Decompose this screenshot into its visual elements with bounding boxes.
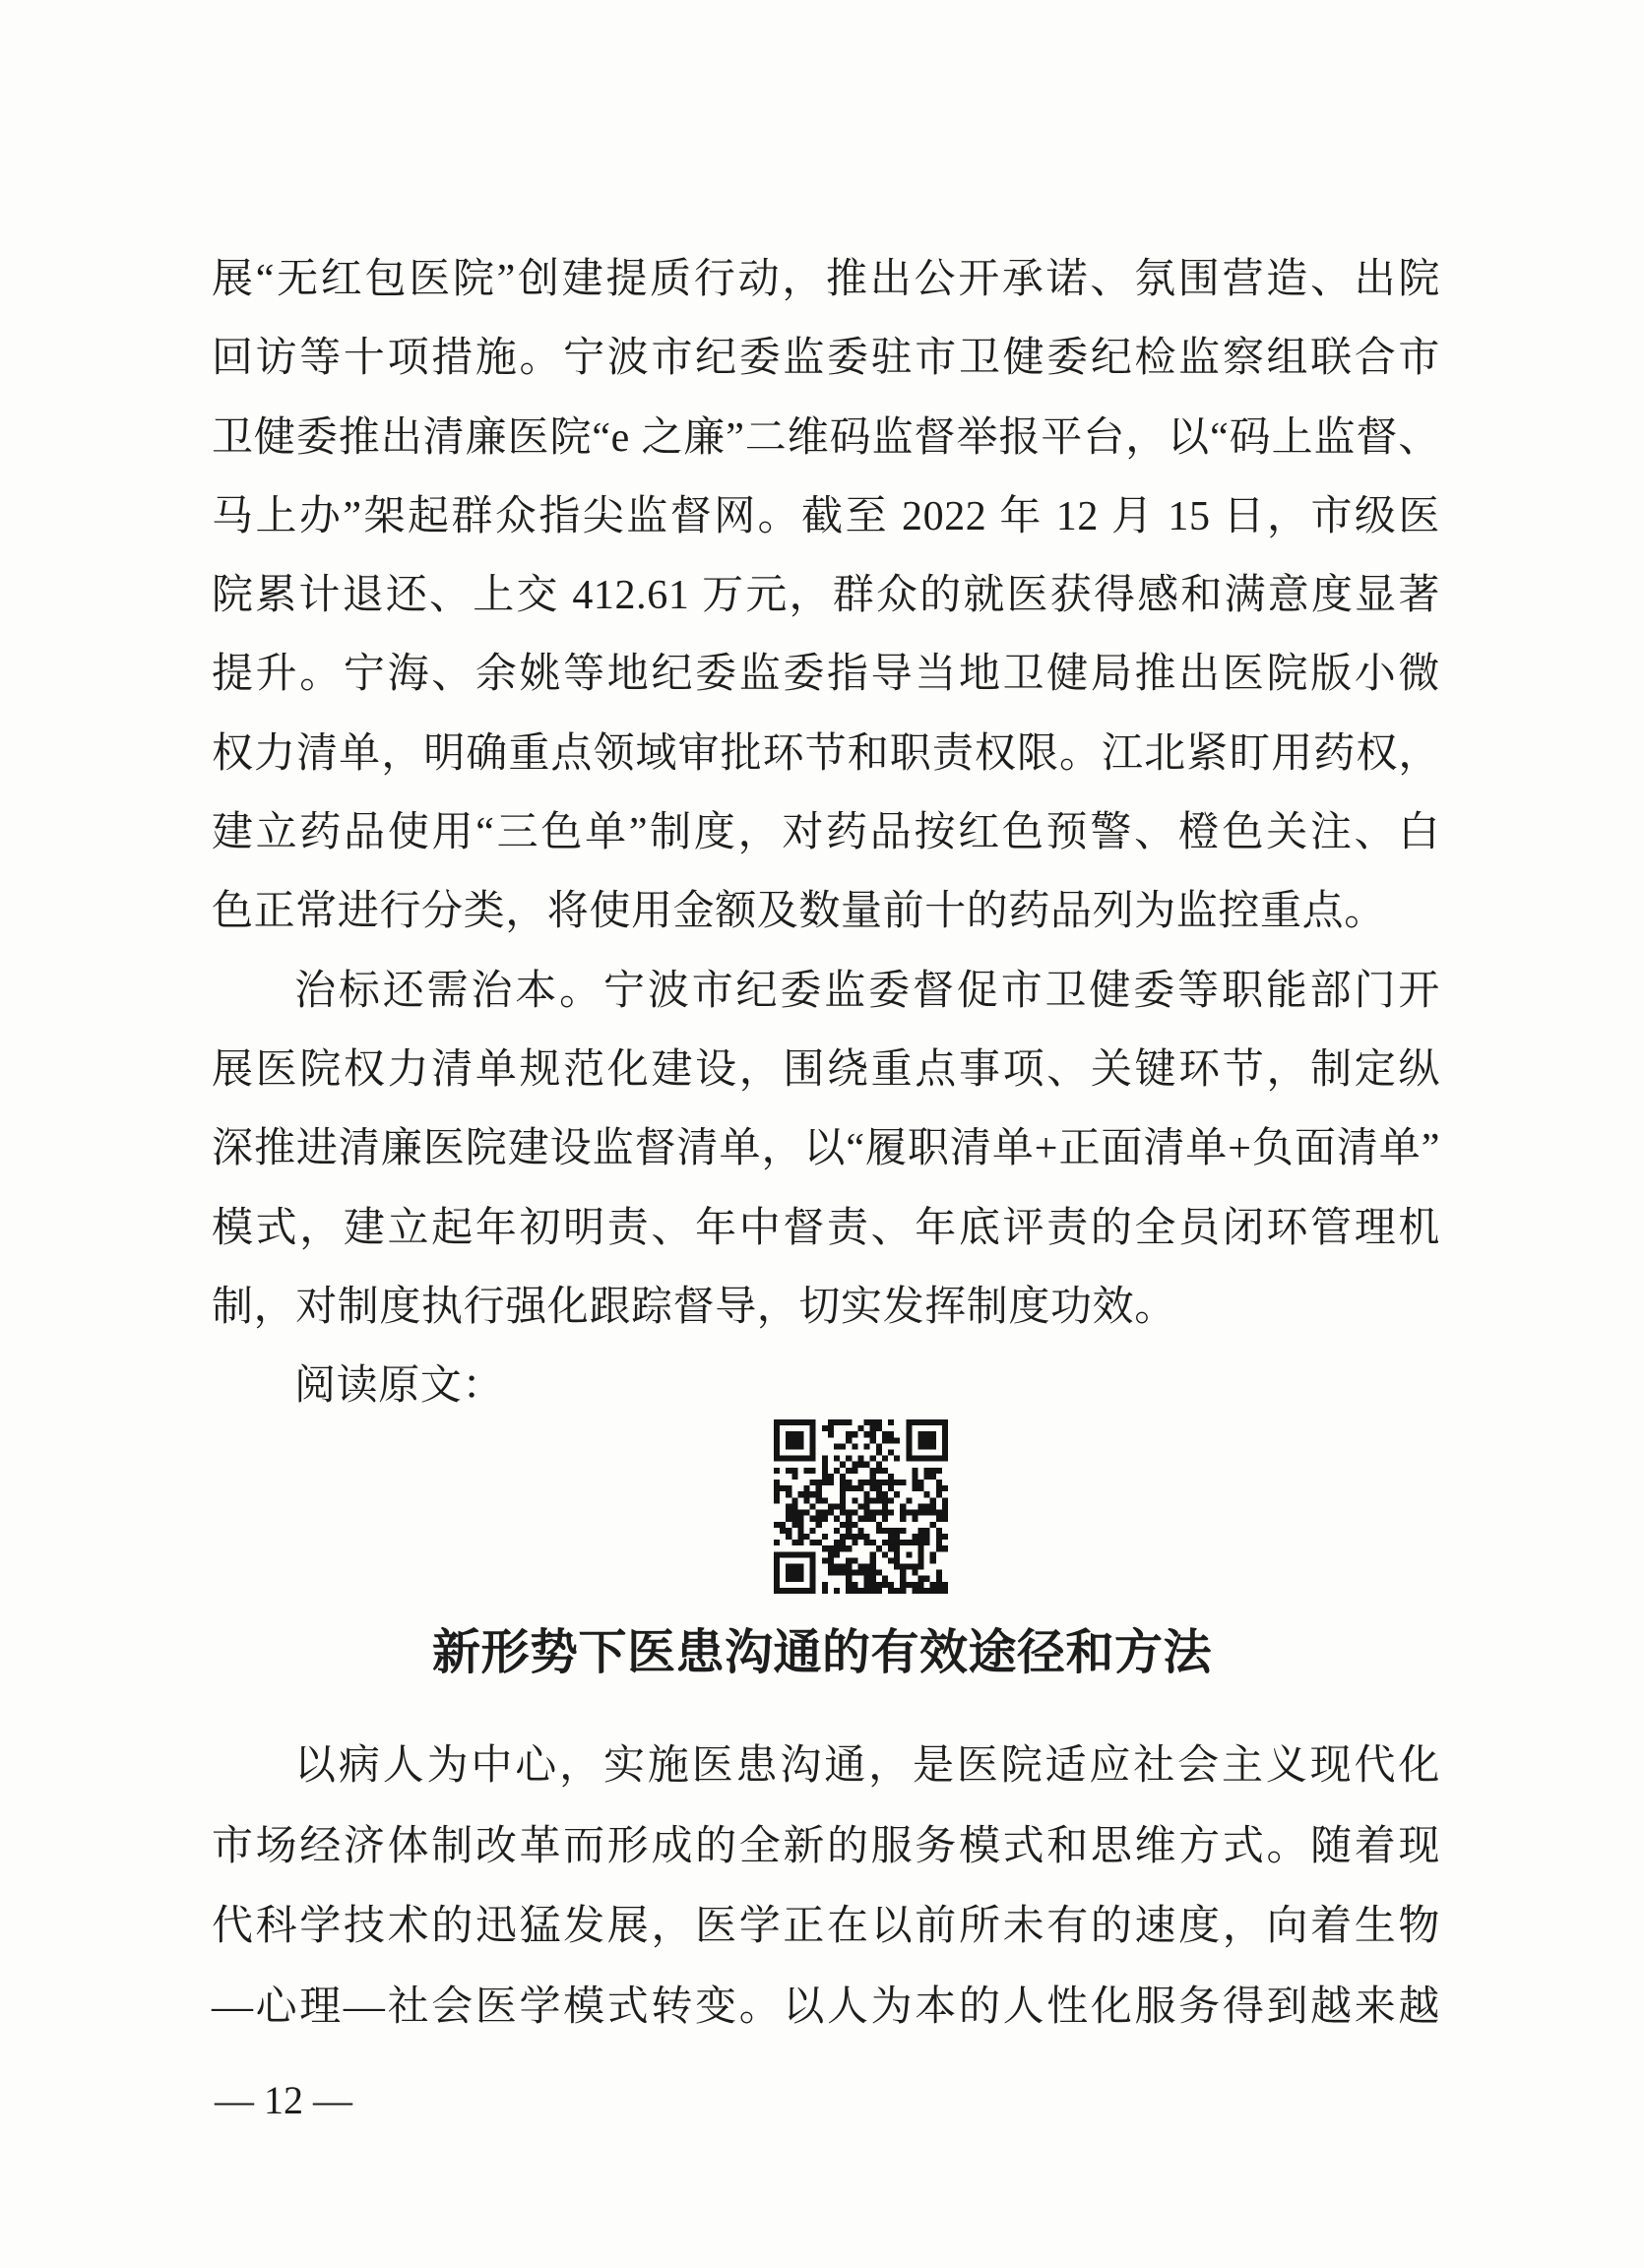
text-line: 提升。宁海、余姚等地纪委监委指导当地卫健局推出医院版小微 (212, 652, 1440, 698)
read-original-label: 阅读原文： (294, 1363, 505, 1410)
text-line: 深推进清廉医院建设监督清单，以“履职清单+正面清单+负面清单” (212, 1126, 1440, 1172)
text-line: 马上办”架起群众指尖监督网。截至 2022 年 12 月 15 日，市级医 (212, 493, 1440, 539)
text-line: 制，对制度执行强化跟踪督导，切实发挥制度功效。 (212, 1284, 1176, 1330)
body-text (212, 240, 1440, 1425)
paragraph (212, 952, 1440, 1347)
text-line: 治标还需治本。宁波市纪委监委督促市卫健委等职能部门开 (294, 968, 1440, 1014)
text-line: 色正常进行分类，将使用金额及数量前十的药品列为监控重点。 (212, 889, 1386, 935)
page-number: — 12 — (215, 2078, 352, 2122)
text-line: 建立药品使用“三色单”制度，对药品按红色预警、橙色关注、白 (212, 810, 1440, 856)
text-line: 模式，建立起年初明责、年中督责、年底评责的全员闭环管理机 (212, 1205, 1440, 1251)
text-line: 回访等十项措施。宁波市纪委监委驻市卫健委纪检监察组联合市 (212, 336, 1440, 382)
text-line: 市场经济体制改革而形成的全新的服务模式和思维方式。随着现 (212, 1823, 1440, 1869)
article-body (212, 1727, 1440, 2048)
text-line: 院累计退还、上交 412.61 万元，群众的就医获得感和满意度显著 (212, 573, 1440, 619)
text-line: 权力清单，明确重点领域审批环节和职责权限。江北紧盯用药权， (212, 730, 1440, 777)
qr-code (774, 1419, 948, 1594)
paragraph (212, 1727, 1440, 2048)
text-line: 展医院权力清单规范化建设，围绕重点事项、关键环节，制定纵 (212, 1046, 1440, 1093)
article-title: 新形势下医患沟通的有效途径和方法 (431, 1625, 1212, 1679)
paragraph-continued (212, 240, 1440, 952)
text-line: 展“无红包医院”创建提质行动，推出公开承诺、氛围营造、出院 (212, 257, 1440, 302)
text-line: 卫健委推出清廉医院“e 之廉”二维码监督举报平台，以“码上监督、 (212, 414, 1440, 461)
text-line: —心理—社会医学模式转变。以人为本的人性化服务得到越来越 (212, 1984, 1440, 2030)
text-line: 以病人为中心，实施医患沟通，是医院适应社会主义现代化 (294, 1743, 1440, 1789)
qr-code-graphic (774, 1419, 948, 1594)
text-line: 代科学技术的迅猛发展，医学正在以前所未有的速度，向着生物 (212, 1904, 1440, 1949)
